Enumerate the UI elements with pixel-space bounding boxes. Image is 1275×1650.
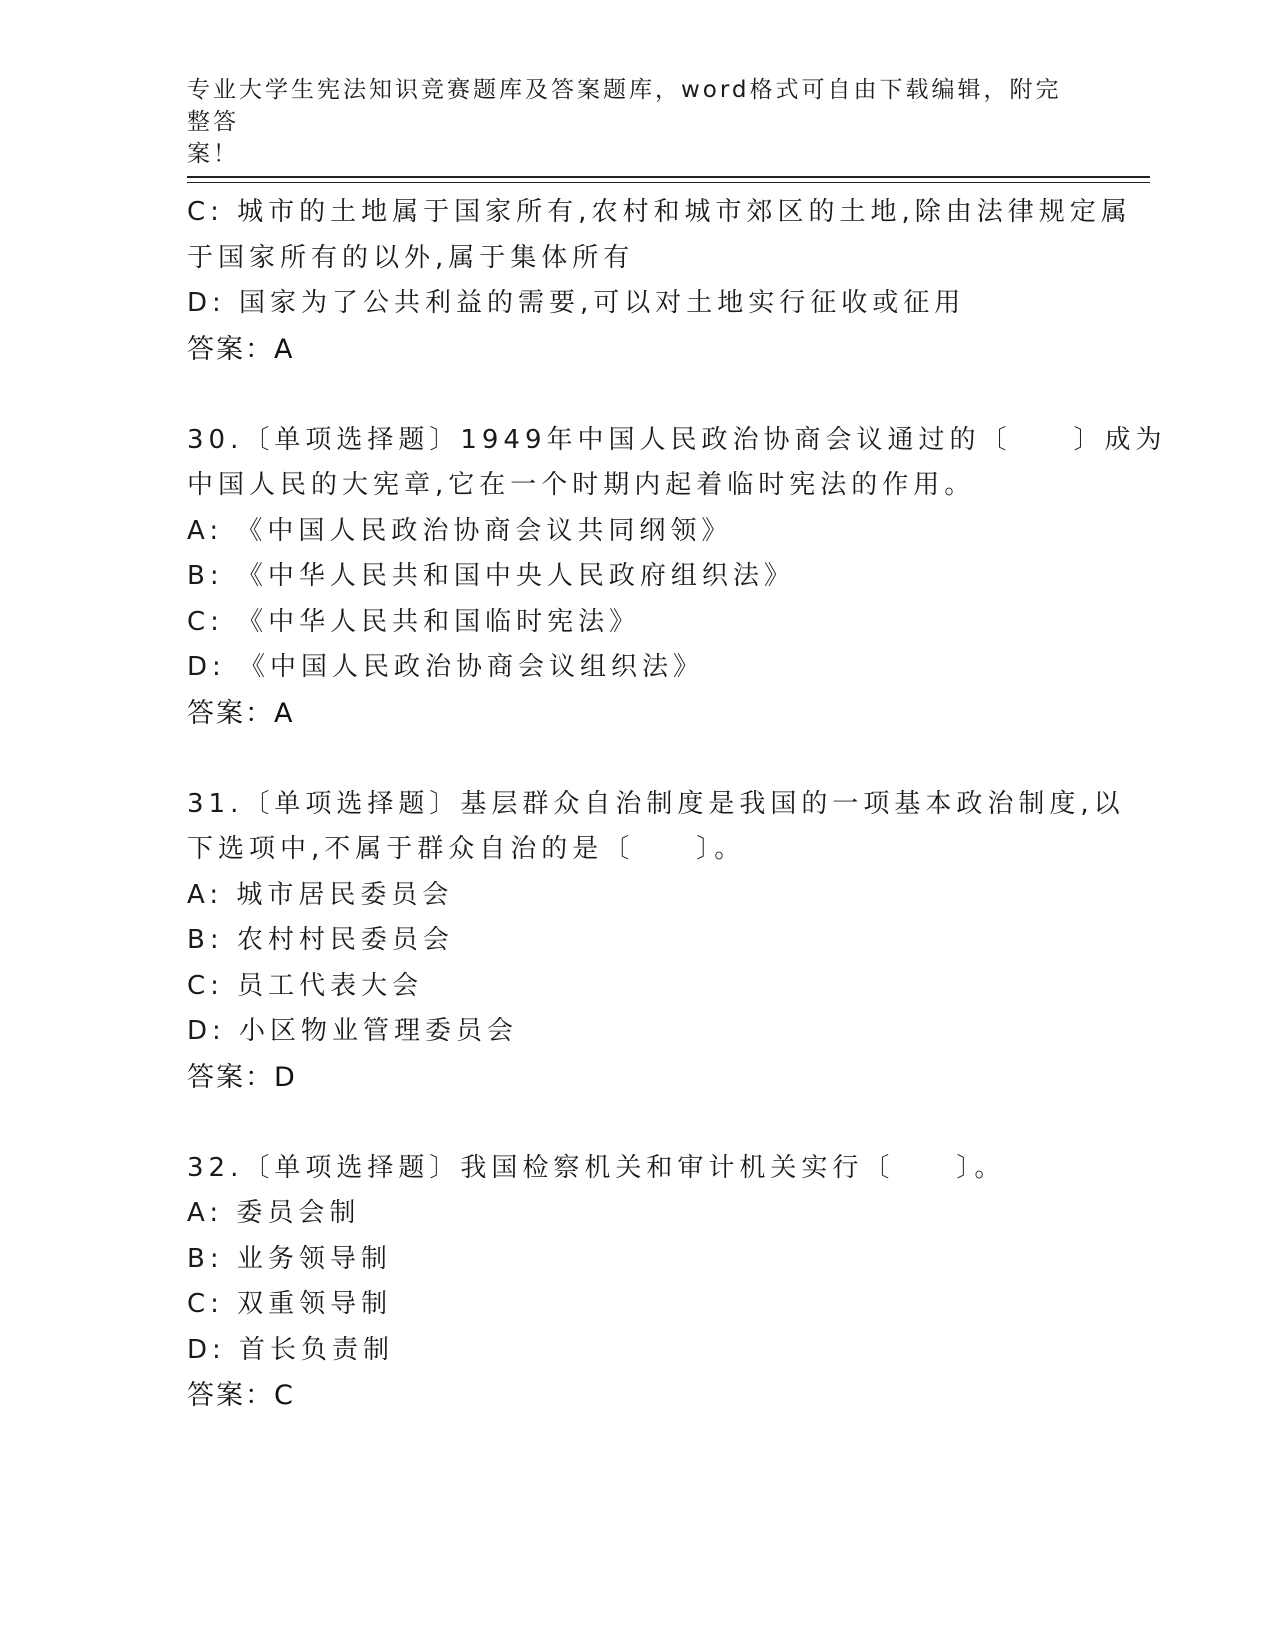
header-line-2: 案！ (187, 141, 239, 167)
question-31-answer: 答案：D (187, 1061, 297, 1093)
question-31-stem-line-1: 31.〔单项选择题〕基层群众自治制度是我国的一项基本政治制度,以 (187, 788, 1125, 819)
question-32-option-c: C: 双重领导制 (187, 1289, 393, 1319)
header-line-1: 专业大学生宪法知识竞赛题库及答案题库，word格式可自由下载编辑，附完整答 (187, 77, 1062, 135)
question-30-option-c: C: 《中华人民共和国临时宪法》 (187, 606, 641, 637)
spacer (187, 1100, 1087, 1146)
question-32-option-a: A: 委员会制 (187, 1198, 361, 1228)
spacer (187, 372, 1087, 418)
spacer (187, 736, 1087, 782)
header-divider-thick (187, 176, 1150, 178)
question-30-option-b: B: 《中华人民共和国中央人民政府组织法》 (187, 561, 795, 591)
question-30-option-d: D: 《中国人民政治协商会议组织法》 (187, 652, 705, 682)
question-29-tail (187, 190, 1132, 372)
question-29-option-c-line-1: C: 城市的土地属于国家所有,农村和城市郊区的土地,除由法律规定属 (187, 197, 1132, 227)
question-31-option-a: A: 城市居民委员会 (187, 879, 454, 910)
question-31-option-b: B: 农村村民委员会 (187, 925, 454, 955)
header-divider-thin (187, 182, 1150, 183)
question-29-option-c-line-2: 于国家所有的以外,属于集体所有 (187, 242, 635, 273)
question-32-stem-line-1: 32.〔单项选择题〕我国检察机关和审计机关实行〔 〕。 (187, 1152, 1006, 1183)
document-body (187, 190, 1167, 1419)
question-31-option-c: C: 员工代表大会 (187, 970, 424, 1001)
question-31-stem-line-2: 下选项中,不属于群众自治的是〔 〕。 (187, 834, 746, 864)
question-29-option-d: D: 国家为了公共利益的需要,可以对土地实行征收或征用 (187, 288, 966, 318)
question-32 (187, 1146, 1087, 1419)
question-31-option-d: D: 小区物业管理委员会 (187, 1016, 519, 1046)
question-30-stem-line-1: 30.〔单项选择题〕1949年中国人民政治协商会议通过的〔 〕成为 (187, 424, 1167, 455)
question-32-option-d: D: 首长负责制 (187, 1334, 395, 1365)
question-30-option-a: A: 《中国人民政治协商会议共同纲领》 (187, 515, 733, 546)
question-32-option-b: B: 业务领导制 (187, 1243, 392, 1274)
page-header (187, 74, 1067, 170)
question-31 (187, 782, 1125, 1101)
question-29-answer: 答案：A (187, 333, 295, 365)
question-30 (187, 418, 1167, 737)
question-32-answer: 答案：C (187, 1380, 295, 1411)
question-30-answer: 答案：A (187, 697, 295, 729)
question-30-stem-line-2: 中国人民的大宪章,它在一个时期内起着临时宪法的作用。 (187, 470, 976, 500)
